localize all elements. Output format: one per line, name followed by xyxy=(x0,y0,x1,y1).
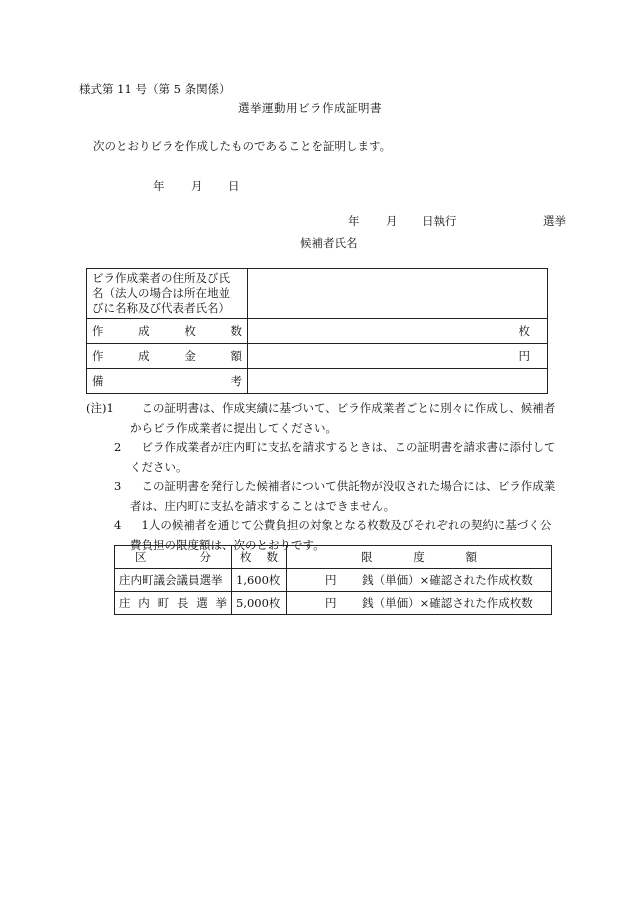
amount-field[interactable] xyxy=(248,344,548,369)
election-year-label: 年 xyxy=(348,214,360,228)
header-char: 限 xyxy=(361,550,373,564)
remarks-row xyxy=(87,369,548,394)
limit-formula: 銭（単価）×確認された作成枚数 xyxy=(362,596,533,610)
count-label-char: 数 xyxy=(230,324,242,338)
category-char: 町 xyxy=(157,596,170,610)
amount-unit: 円 xyxy=(518,349,530,363)
count-label-char: 枚 xyxy=(184,324,196,338)
count-label xyxy=(87,319,248,344)
certificate-table xyxy=(86,268,548,394)
note-item xyxy=(86,477,556,516)
count-field[interactable] xyxy=(248,319,548,344)
amount-label-char: 金 xyxy=(184,349,196,363)
note-number: 2 xyxy=(114,440,122,454)
limit-cell xyxy=(287,592,552,615)
category-cell xyxy=(115,592,232,615)
remarks-field[interactable] xyxy=(248,369,548,394)
header-count xyxy=(232,546,287,569)
election-day-exec-label: 日執行 xyxy=(422,214,457,228)
address-field[interactable] xyxy=(248,269,548,319)
cert-month-label: 月 xyxy=(191,179,203,193)
count-row xyxy=(87,319,548,344)
document-title: 選挙運動用ビラ作成証明書 xyxy=(238,101,382,115)
count-cell: 1,600枚 xyxy=(232,569,287,592)
amount-row xyxy=(87,344,548,369)
note-text: この証明書は、作成実績に基づいて、ビラ作成業者ごとに別々に作成し、候補者からビラ作成業者に提出してください。 xyxy=(130,401,556,435)
address-label xyxy=(87,269,248,319)
certification-statement: 次のとおりビラを作成したものであることを証明します。 xyxy=(93,139,392,153)
note-text: この証明書を発行した候補者について供託物が没収された場合には、ビラ作成業者は、庄内町に支払を請求することはできません。 xyxy=(130,479,556,513)
address-row xyxy=(87,269,548,319)
category-char: 挙 xyxy=(215,596,227,610)
election-month-label: 月 xyxy=(386,214,398,228)
header-char: 分 xyxy=(199,550,211,564)
category-char: 内 xyxy=(138,596,150,610)
limit-table-header xyxy=(115,546,552,569)
note-text: 1人の候補者を通じて公費負担の対象となる枚数及びそれぞれの契約に基づく公費負担の限度額は、次のとおりです。 xyxy=(130,518,552,552)
election-name-label: 選挙 xyxy=(543,214,566,228)
cert-year-label: 年 xyxy=(153,179,165,193)
remarks-label-char: 考 xyxy=(230,374,242,388)
count-cell: 5,000枚 xyxy=(232,592,287,615)
amount-label-char: 作 xyxy=(92,349,104,363)
yen-unit: 円 xyxy=(325,596,337,610)
limit-cell xyxy=(287,569,552,592)
table-row xyxy=(115,592,552,615)
notes-section xyxy=(86,399,556,555)
cert-day-label: 日 xyxy=(228,179,240,193)
address-label-line3: びに名称及び代表者氏名） xyxy=(92,301,230,315)
count-unit: 枚 xyxy=(518,324,530,338)
remarks-label-char: 備 xyxy=(92,374,104,388)
header-category xyxy=(115,546,232,569)
note-number: 3 xyxy=(114,479,122,493)
note-text: ビラ作成業者が庄内町に支払を請求するときは、この証明書を請求書に添付してください。 xyxy=(130,440,556,474)
amount-label xyxy=(87,344,248,369)
yen-unit: 円 xyxy=(325,573,337,587)
address-label-line2: 名（法人の場合は所在地並 xyxy=(92,286,230,300)
header-char: 額 xyxy=(465,550,477,564)
amount-label-char: 成 xyxy=(138,349,150,363)
category-char: 庄 xyxy=(119,596,131,610)
count-label-char: 成 xyxy=(138,324,150,338)
header-limit xyxy=(287,546,552,569)
note-number: (注)1 xyxy=(86,401,114,415)
form-number: 様式第 11 号（第 5 条関係） xyxy=(79,82,231,96)
limit-formula: 銭（単価）×確認された作成枚数 xyxy=(362,573,533,587)
limit-table xyxy=(114,545,552,615)
count-label-char: 作 xyxy=(92,324,104,338)
category-char: 長 xyxy=(176,596,189,610)
category-char: 選 xyxy=(196,596,208,610)
note-number: 4 xyxy=(114,518,122,532)
note-item xyxy=(86,399,556,438)
candidate-name-label: 候補者氏名 xyxy=(300,236,358,250)
note-item xyxy=(86,438,556,477)
remarks-label xyxy=(87,369,248,394)
category-cell: 庄内町議会議員選挙 xyxy=(115,569,232,592)
address-label-line1: ビラ作成業者の住所及び氏 xyxy=(92,271,230,285)
header-char: 区 xyxy=(135,550,147,564)
header-char: 度 xyxy=(413,550,425,564)
header-char: 数 xyxy=(266,550,278,564)
table-row xyxy=(115,569,552,592)
header-char: 枚 xyxy=(240,550,252,564)
amount-label-char: 額 xyxy=(230,349,242,363)
